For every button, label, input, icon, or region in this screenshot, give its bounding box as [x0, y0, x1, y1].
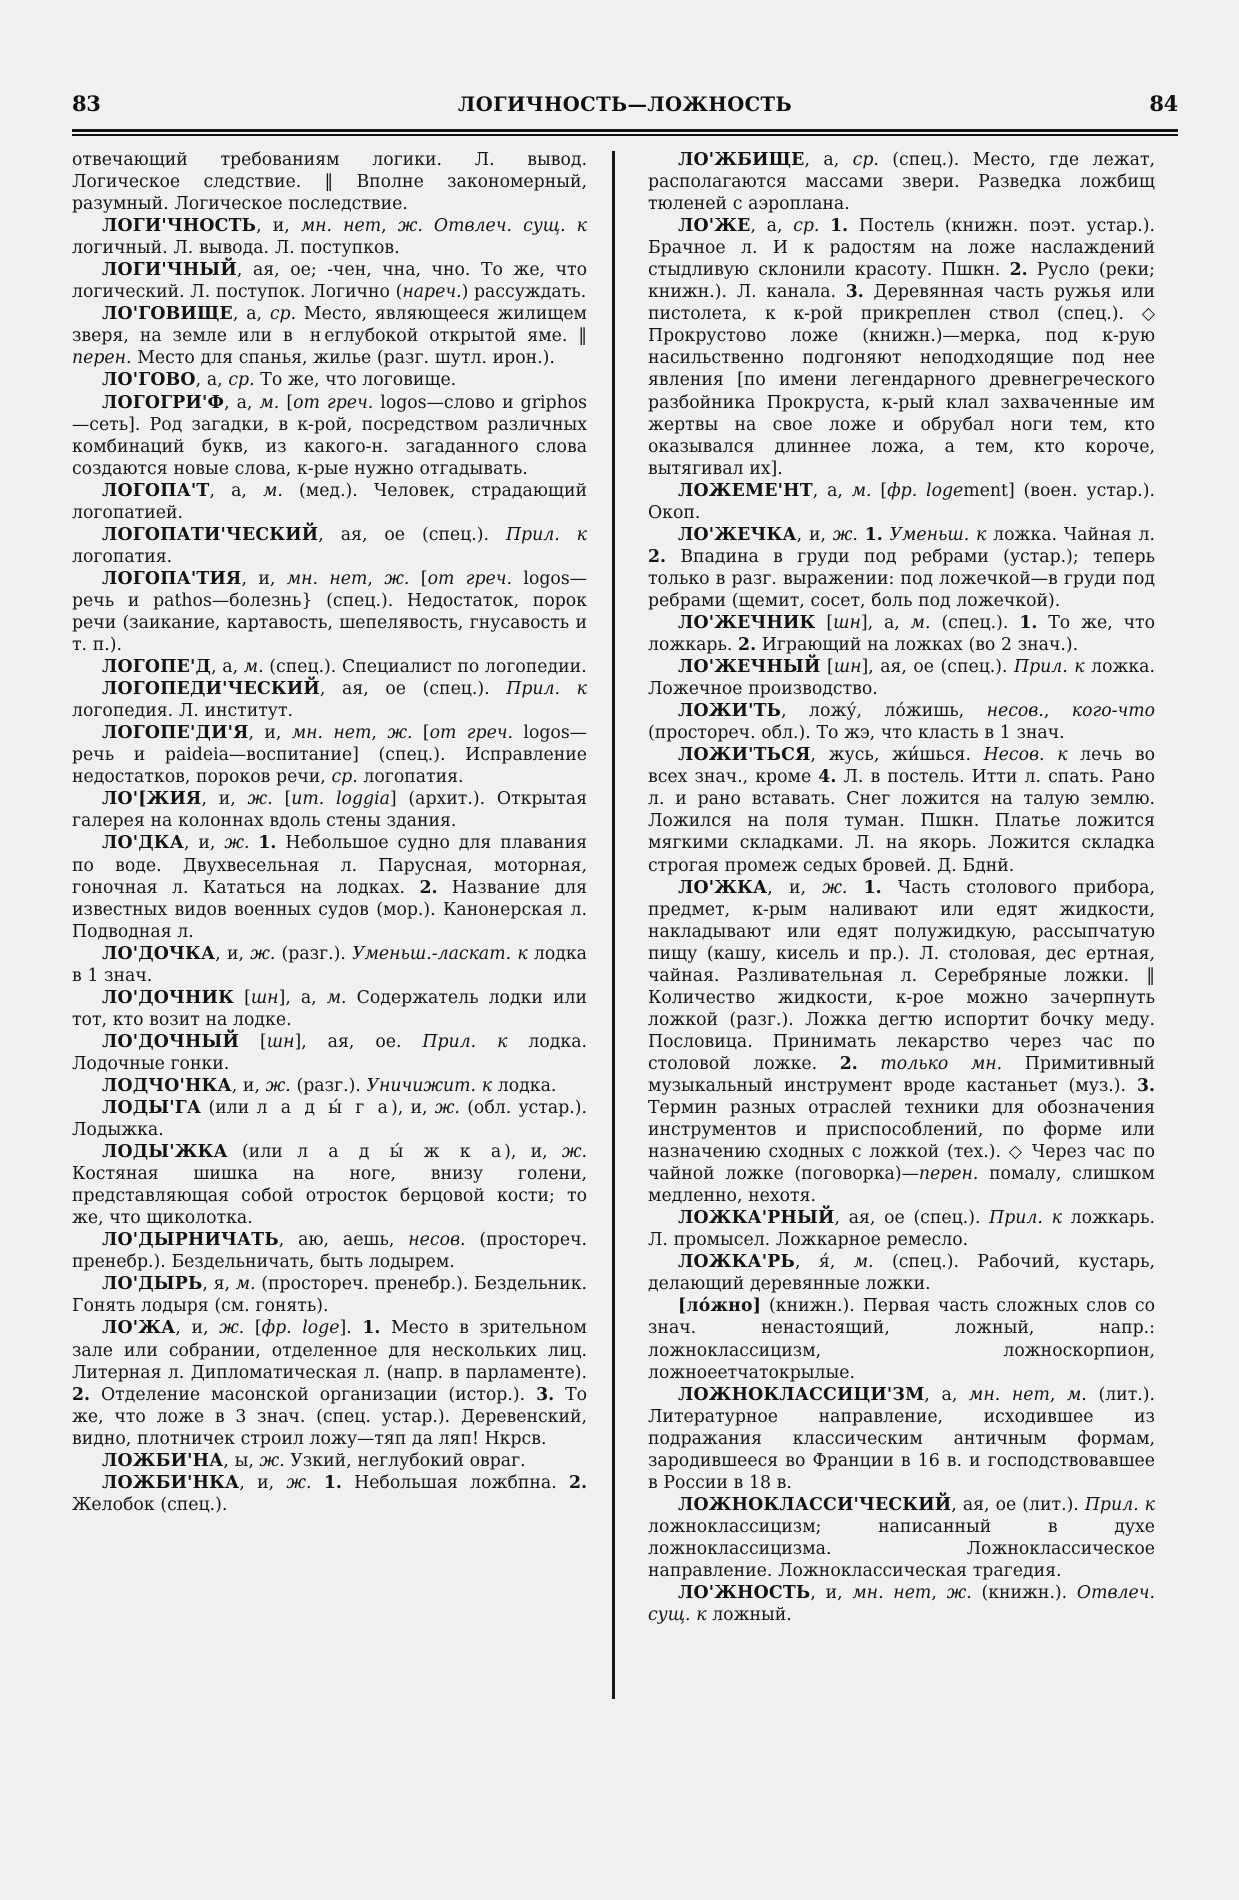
dictionary-entry: ЛО'ДОЧКА, и, ж. (разг.). Уменьш.-ласкат. к лодка в 1 знач. — [72, 943, 587, 986]
entry-headword: ЛО'ЖЕЧНЫЙ — [678, 657, 821, 678]
dictionary-entry: ЛО'ГОВИЩЕ, а, ср. Место, являющееся жилищем зверя, на земле или в неглубокой открытой яме. ‖ перен. Место для спанья, жилье (разг. шутл. ирон.). — [72, 304, 588, 369]
entry-headword: ЛОЖНОКЛАССИЦИ'ЗМ — [678, 1384, 925, 1405]
dictionary-entry: ЛОГИ'ЧНЫЙ, ая, ое; -чен, чна, чно. То же, что логический. Л. поступок. Логично (нареч.) рассуждать. — [72, 260, 587, 303]
entry-headword: ЛОЖИ'ТЬ — [678, 701, 782, 722]
dictionary-entry: ЛОЖИ'ТЬ, ложу́, ло́жишь, несов., кого-что (простореч. обл.). То жэ, что класть в 1 знач. — [648, 701, 1155, 744]
entry-headword: ЛО'ЖА — [102, 1318, 176, 1339]
entry-headword: ЛОДЧО'НКА — [102, 1075, 232, 1096]
entry-headword: ЛО'ЖЕЧКА — [678, 524, 797, 545]
entry-headword: ЛОГОГРИ'Ф — [102, 392, 225, 413]
entry-headword: ЛО'ДОЧКА — [102, 943, 216, 964]
entry-headword: ЛОГИ'ЧНОСТЬ — [102, 216, 257, 237]
entry-headword: ЛОЖИ'ТЬСЯ — [678, 745, 811, 766]
entry-headword: ЛОЖБИ'НА — [102, 1450, 224, 1471]
entry-headword: ЛОЖКА'РНЫЙ — [678, 1208, 835, 1229]
dictionary-entry: ЛОГОПЕ'ДИ'Я, и, мн. нет, ж. [от греч. logos— речь и paideia—воспитание] (спец.). Исправление недостатков, пороков речи, ср. логопатия. — [72, 723, 587, 788]
entry-headword: ЛО'ЖНОСТЬ — [678, 1583, 811, 1604]
running-title: ЛОГИЧНОСТЬ—ЛОЖНОСТЬ — [458, 93, 792, 116]
dictionary-entry: ЛОДЫ'ГА (или л а д ы́ г а), и, ж. (обл. устар.). Лодыжка. — [72, 1098, 587, 1141]
columns-container — [72, 149, 1178, 1809]
entry-headword: ЛО'ДКА — [102, 833, 184, 854]
entry-headword: ЛО'ДЫРЬ — [102, 1274, 203, 1295]
column-divider — [612, 151, 615, 1699]
running-head — [72, 92, 1178, 126]
dictionary-entry: ЛОГОПАТИ'ЧЕСКИЙ, ая, ое (спец.). Прил. к логопатия. — [72, 524, 587, 567]
dictionary-entry: ЛОЖБИ'НА, ы, ж. Узкий, неглубокий овраг. — [102, 1450, 526, 1471]
entry-headword: ЛОЖНОКЛАССИ'ЧЕСКИЙ — [678, 1494, 952, 1515]
dictionary-entry: ЛО'ДОЧНИК [шн], а, м. Содержатель лодки или тот, кто возит на лодке. — [72, 987, 587, 1030]
dictionary-entry: ЛОДЧО'НКА, и, ж. (разг.). Уничижит. к лодка. — [102, 1075, 557, 1096]
entry-headword: [ло́жно] — [678, 1296, 762, 1317]
entry-headword: ЛОГОПАТИ'ЧЕСКИЙ — [102, 524, 319, 545]
right-column — [628, 149, 1155, 1809]
dictionary-entry: ЛОГОПА'ТИЯ, и, мн. нет, ж. [от греч. logos—речь и pathos—болезнь} (спец.). Недостаток, порок речи (заикание, картавость, шепелявость, гнусавость и т. п.). — [72, 568, 587, 656]
dictionary-entry: ЛОГОПА'Т, а, м. (мед.). Человек, страдающий логопатией. — [72, 480, 587, 523]
dictionary-entry: ЛО'ДЫРНИЧАТЬ, аю, аешь, несов. (простореч. пренебр.). Бездельничать, быть лодырем. — [72, 1230, 587, 1273]
folio-right: 84 — [1149, 91, 1178, 116]
dictionary-entry: ЛОЖНОКЛАССИ'ЧЕСКИЙ, ая, ое (лит.). Прил. к ложноклассицизм; написанный в духе ложноклассицизма. Ложноклассическое направление. Ложноклассическая трагедия. — [648, 1494, 1155, 1581]
dictionary-entry: ЛО'ДКА, и, ж. 1. Небольшое судно для плавания по воде. Двухвесельная л. Парусная, моторная, гоночная л. Кататься на лодках. 2. Название для известных видов военных судов (мор.). Канонерская л. Подводная л. — [72, 833, 587, 942]
entry-headword: ЛОГОПА'ТИЯ — [102, 568, 242, 589]
dictionary-entry: ЛО'ДОЧНЫЙ [шн], ая, ое. Прил. к лодка. Лодочные гонки. — [72, 1031, 587, 1074]
dictionary-entry: ЛО'ЖКА, и, ж. 1. Часть столового прибора, предмет, к-рым наливают или едят жидкости, накладывают или едят полужидкую, рассыпчатую пищу (кашу, кисель и пр.). Л. столовая, дес ертная, чайная. Разливательная л. Серебряные ложки. ‖ Количество жидкости, к-рое можно зачерпнуть ложкой (разг.). Ложка дегтю испортит бочку меду. Пословица. Принимать лекарство через час по столовой ложке. 2. только мн. Примитивный музыкальный инструмент вроде кастаньет (муз.). 3. Термин разных отраслей техники для обозначения инструментов и приспособлений, по форме или назначению сходных с ложкой (тех.). ◇ Через час по чайной ложке (поговорка)—перен. помалу, слишком медленно, нехотя. — [648, 877, 1156, 1207]
entry-headword: ЛОЖКА'РЬ — [678, 1252, 795, 1273]
entry-headword: ЛОГОПЕ'ДИ'Я — [102, 723, 249, 744]
dictionary-entry: ЛО'ЖЕЧНЫЙ [шн], ая, ое (спец.). Прил. к ложка. Ложечное производство. — [648, 657, 1155, 700]
dictionary-entry: ЛОГИ'ЧНОСТЬ, и, мн. нет, ж. Отвлеч. сущ. к логичный. Л. вывода. Л. поступков. — [72, 216, 587, 259]
dictionary-entry: ЛОЖКА'РЬ, я́, м. (спец.). Рабочий, кустарь, делающий деревянные ложки. — [648, 1252, 1155, 1295]
entry-headword: ЛО'ГОВИЩЕ — [102, 304, 233, 325]
dictionary-entry: ЛО'ЖЕ, а, ср. 1. Постель (книжн. поэт. устар.). Брачное л. И к радостям на ложе наслаждений стыдливую склонили красоту. Пшкн. 2. Русло (реки; книжн.). Л. канала. 3. Деревянная часть ружья или пистолета, к к-рой прикреплен ствол (спец.). ◇ Прокрустово ложе (книжн.)—мерка, под к-рую насильственно подгоняют неподходящие под нее явления [по имени легендарного древнегреческого разбойника Прокруста, к-рый клал захваченные им жертвы на свое ложе и обрубал ноги тем, кто оказывался длиннее ложа, а тем, кто короче, вытягивал их]. — [648, 216, 1155, 479]
dictionary-entry: ЛО'ЖБИЩЕ, а, ср. (спец.). Место, где лежат, располагаются массами звери. Разведка ложбищ тюленей с аэроплана. — [648, 150, 1155, 215]
entry-headword: ЛО'ГОВО — [102, 370, 196, 391]
header-rule — [72, 129, 1178, 136]
entry-headword: ЛОГОПА'Т — [102, 480, 210, 501]
entry-headword: ЛОГОПЕ'Д — [102, 657, 212, 678]
entry-headword: ЛОГОПЕДИ'ЧЕСКИЙ — [102, 679, 320, 700]
page-content-area — [72, 92, 1178, 1812]
entry-headword: ЛО'[ЖИЯ — [102, 789, 202, 810]
dictionary-entry: ЛОДЫ'ЖКА (или л а д ы́ ж к а), и, ж. Костяная шишка на ноге, внизу голени, представляющая собой отросток берцовой кости; то же, что щиколотка. — [72, 1142, 587, 1229]
dictionary-entry: ЛОЖНОКЛАССИЦИ'ЗМ, а, мн. нет, м. (лит.). Литературное направление, исходившее из подражания классическим античным формам, зародившееся во Франции в 16 в. и господствовавшее в России в 18 в. — [648, 1384, 1155, 1493]
dictionary-entry: ЛОГОГРИ'Ф, а, м. [от греч. logos—слово и griphos—сеть]. Род загадки, в к-рой, посредством различных комбинаций букв, из какого-н. загаданного слова создаются новые слова, к-рые нужно отгадывать. — [72, 392, 588, 479]
entry-continuation: отвечающий требованиям логики. Л. вывод. Логическое следствие. ‖ Вполне закономерный, разумный. Логическое последствие. — [72, 150, 587, 215]
dictionary-entry: ЛОГОПЕ'Д, а, м. (спец.). Специалист по логопедии. — [102, 657, 587, 678]
dictionary-entry: ЛО'ДЫРЬ, я, м. (простореч. пренебр.). Бездельник. Гонять лодыря (см. гонять). — [72, 1274, 587, 1317]
dictionary-entry: ЛО'ГОВО, а, ср. То же, что логовище. — [102, 370, 457, 391]
entry-headword: ЛО'ЖБИЩЕ — [678, 150, 805, 170]
entry-headword: ЛО'ЖЕЧНИК — [678, 612, 816, 633]
entry-headword: ЛО'ДОЧНИК — [102, 987, 235, 1008]
entry-headword: ЛО'ДОЧНЫЙ — [102, 1031, 240, 1052]
dictionary-entry: ЛОЖИ'ТЬСЯ, жусь, жи́шься. Несов. к лечь во всех знач., кроме 4. Л. в постель. Итти л. спать. Рано л. и рано вставать. Снег ложится на талую землю. Ложился на поля туман. Пшкн. Платье ложится мягкими складками. Л. на якорь. Ложится складка строгая промеж седых бровей. Д. Бднй. — [648, 745, 1155, 876]
dictionary-entry: ЛОЖКА'РНЫЙ, ая, ое (спец.). Прил. к ложкарь. Л. промысел. Ложкарное ремесло. — [648, 1208, 1155, 1251]
entry-headword: ЛО'ЖКА — [678, 877, 768, 898]
folio-left: 83 — [72, 91, 101, 116]
dictionary-entry: [ло́жно] (книжн.). Первая часть сложных слов со знач. ненастоящий, ложный, напр.: ложноклассицизм, ложноскорпион, ложноеетчатокрылые. — [648, 1296, 1155, 1383]
entry-headword: ЛОЖБИ'НКА — [102, 1472, 240, 1493]
dictionary-entry: ЛО'ЖЕЧКА, и, ж. 1. Уменьш. к ложка. Чайная л. 2. Впадина в груди под ребрами (устар.); теперь только в разг. выражении: под ложечкой—в груди под ребрами (щемит, сосет, боль под ложечкой). — [648, 524, 1155, 611]
entry-headword: ЛО'ДЫРНИЧАТЬ — [102, 1230, 279, 1251]
dictionary-entry: ЛО'ЖА, и, ж. [фр. loge]. 1. Место в зрительном зале или собрании, отделенное для нескольких лиц. Литерная л. Дипломатическая л. (напр. в парламенте). 2. Отделение масонской организации (истор.). 3. То же, что ложе в 3 знач. (спец. устар.). Деревенский, видно, плотничек строил ложу—тяп да ляп! Нкрсв. — [72, 1318, 587, 1449]
dictionary-entry: ЛОЖЕМЕ'НТ, а, м. [фр. logement] (воен. устар.). Окоп. — [648, 480, 1155, 523]
dictionary-entry: ЛО'ЖНОСТЬ, и, мн. нет, ж. (книжн.). Отвлеч. сущ. к ложный. — [648, 1583, 1156, 1626]
entry-headword: ЛОДЫ'ГА — [102, 1098, 202, 1119]
dictionary-entry: ЛО'[ЖИЯ, и, ж. [ит. loggia] (архит.). Открытая галерея на колоннах вдоль стены здания. — [72, 789, 587, 832]
entry-headword: ЛОДЫ'ЖКА — [102, 1142, 228, 1163]
entry-headword: ЛО'ЖЕ — [678, 216, 751, 237]
entry-headword: ЛОЖЕМЕ'НТ — [678, 480, 813, 501]
dictionary-entry: ЛОЖБИ'НКА, и, ж. 1. Небольшая ложбпна. 2. Желобок (спец.). — [72, 1472, 587, 1515]
dictionary-entry: ЛОГОПЕДИ'ЧЕСКИЙ, ая, ое (спец.). Прил. к логопедия. Л. институт. — [72, 679, 587, 722]
entry-headword: ЛОГИ'ЧНЫЙ — [102, 260, 237, 281]
left-column — [72, 149, 599, 1809]
dictionary-entry: ЛО'ЖЕЧНИК [шн], а, м. (спец.). 1. То же, что ложкарь. 2. Играющий на ложках (во 2 знач.). — [648, 612, 1155, 656]
